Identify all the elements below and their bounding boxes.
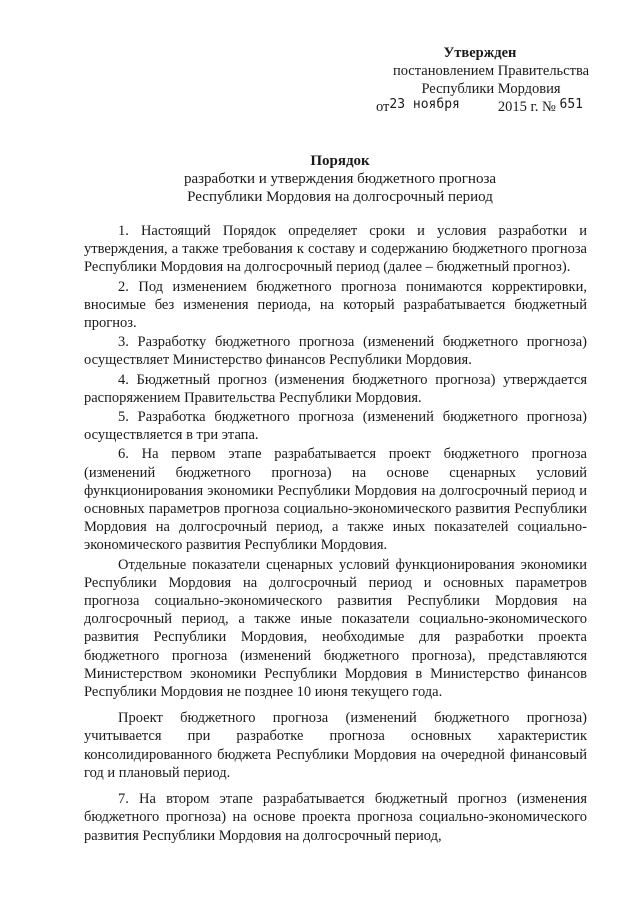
paragraph-3: 3. Разработку бюджетного прогноза (изменений бюджетного прогноза) осуществляет Министерство финансов Республики Мордовия. (84, 334, 587, 369)
approval-title: Утвержден (443, 45, 517, 61)
handwritten-date: 23 ноября (389, 97, 460, 112)
document-body (84, 222, 587, 846)
paragraph-6-draft: Проект бюджетного прогноза (изменений бюджетного прогноза) учитывается при разработке прогноза основных характеристик консолидированного бюджета Республики Мордовия на очередной финансовый год и плановый период. (84, 710, 587, 781)
paragraph-6: 6. На первом этапе разрабатывается проект бюджетного прогноза (изменений бюджетного прогноза) на основе сценарных условий функционирования экономики Республики Мордовия на долгосрочный период и основных параметров прогноза социально-экономического развития Республики Мордовия на долгосрочный период, а также иных показателей социально-экономического развития Республики Мордовия. (84, 446, 587, 554)
paragraph-1: 1. Настоящий Порядок определяет сроки и условия разработки и утверждения, а также требования к составу и содержанию бюджетного прогноза Республики Мордовия на долгосрочный период (далее – бюджетный прогноз). (84, 223, 587, 276)
document-title: Порядок (310, 153, 370, 169)
approval-line-1: постановлением Правительства (392, 63, 590, 79)
paragraph-5: 5. Разработка бюджетного прогноза (изменений бюджетного прогноза) осуществляется в три этапа. (84, 409, 587, 444)
document-subtitle-2: Республики Мордовия на долгосрочный период (187, 189, 493, 205)
approval-date-line (376, 98, 606, 117)
paragraph-4: 4. Бюджетный прогноз (изменения бюджетного прогноза) утверждается распоряжением Правительства Республики Мордовия. (84, 371, 587, 406)
document-heading (90, 152, 590, 206)
date-prefix: от (376, 99, 390, 115)
handwritten-number: 651 (559, 97, 583, 112)
paragraph-6-indicators: Отдельные показатели сценарных условий функционирования экономики Республики Мордовия на долгосрочный период и основных параметров прогноза социально-экономического развития Республики Мордовия на долгосрочный период, а также иные показатели социально-экономического развития Республики Мордовия, необходимые для разработки проекта бюджетного прогноза (изменений бюджетного прогноза), представляются Министерством экономики Республики Мордовия в Министерство финансов Республики Мордовия не позднее 10 июня текущего года. (84, 556, 587, 701)
approval-line-2: Республики Мордовия (421, 81, 561, 97)
document-subtitle-1: разработки и утверждения бюджетного прогноза (183, 171, 497, 187)
paragraph-2: 2. Под изменением бюджетного прогноза понимаются корректировки, вносимые без изменения периода, на который разрабатывается бюджетный прогноз. (84, 278, 587, 332)
year-text: 2015 г. № (497, 99, 556, 115)
approval-stamp (376, 44, 606, 117)
paragraph-7: 7. На втором этапе разрабатывается бюджетный прогноз (изменения бюджетного прогноза) на основе проекта прогноза социально-экономического развития Республики Мордовия на долгосрочный период, (84, 791, 587, 844)
